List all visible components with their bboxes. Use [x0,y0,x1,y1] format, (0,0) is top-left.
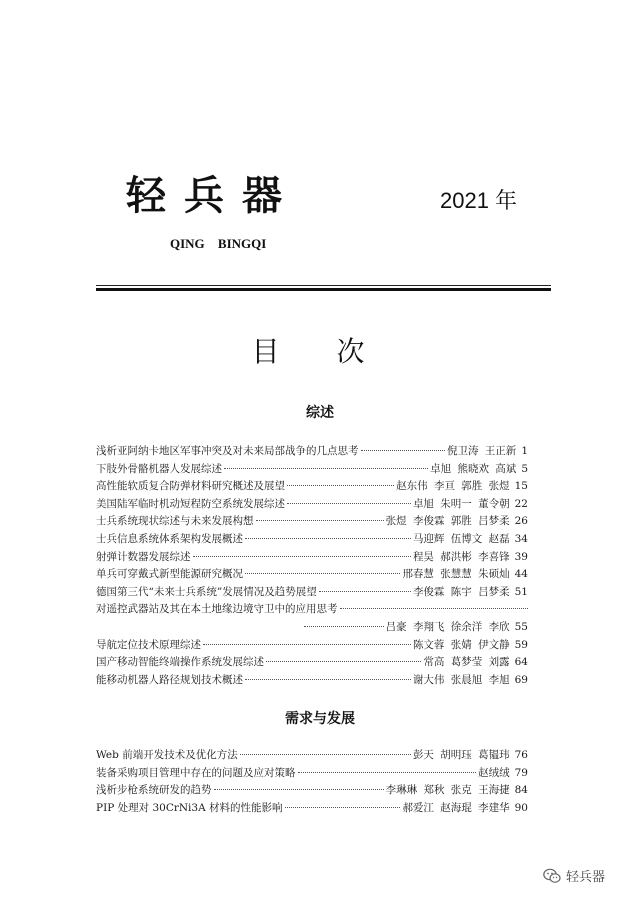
entry-title: 美国陆军临时机动短程防空系统发展综述 [96,497,285,510]
toc-entry[interactable] [96,672,528,690]
entry-page: 15 [514,480,528,493]
entry-authors: 谢大伟 张晨旭 李旭 [412,673,510,686]
masthead-pinyin: QING BINGQI [170,236,267,251]
leader-dots [287,485,394,486]
entry-title: 浅析亚阿纳卡地区军事冲突及对未来局部战争的几点思考 [96,445,359,457]
toc-entry[interactable] [96,531,528,549]
entry-authors: 彭天 胡明珏 葛韫玮 [412,749,510,761]
entry-page: 1 [521,445,528,457]
toc-list-demand [96,747,528,817]
toc-entry[interactable] [96,747,528,765]
entry-title: 浅析步枪系统研发的趋势 [96,784,212,797]
toc-entry[interactable] [96,601,528,619]
entry-page: 44 [514,568,528,581]
entry-page: 39 [514,550,528,563]
wechat-icon [543,868,561,884]
entry-authors: 程昊 郝洪彬 李喜锋 [412,550,510,563]
entry-page: 79 [514,766,528,779]
toc-entry[interactable] [96,782,528,800]
toc-entry[interactable] [96,800,528,818]
entry-page: 69 [514,673,528,686]
entry-title: 下肢外骨骼机器人发展综述 [96,462,222,475]
entry-page: 84 [514,784,528,797]
leader-dots [256,520,384,521]
entry-page: 55 [514,620,528,633]
entry-authors: 张煜 李俊霖 郭胜 吕梦柔 [385,515,510,528]
toc-entry[interactable] [96,654,528,672]
entry-authors: 李琳琳 郑秋 张克 王海捷 [385,784,510,797]
leader-dots [266,661,421,662]
entry-title: 国产移动智能终端操作系统发展综述 [96,656,264,669]
leader-dots [340,608,529,609]
entry-title: Web 前端开发技术及优化方法 [96,749,238,761]
toc-entry-continuation[interactable] [96,619,528,637]
brand-name: 轻兵器 [566,870,606,885]
entry-authors: 倪卫涛 王正新 [446,445,517,457]
leader-dots [245,679,411,680]
leader-dots [285,807,401,808]
toc-entry[interactable] [96,637,528,655]
leader-dots [245,573,400,574]
entry-title: 能移动机器人路径规划技术概述 [96,673,243,686]
leader-dots [304,626,384,627]
entry-authors: 陈文蓉 张婧 伊文静 [412,638,510,651]
entry-authors: 赵绒绒 [478,766,510,779]
entry-authors: 邢春慧 张慧慧 朱硕灿 [402,568,510,581]
header-rule-thin [96,285,551,286]
section-heading-review: 综述 [306,405,334,421]
leader-dots [287,503,411,504]
toc-entry[interactable] [96,478,528,496]
masthead-title: 轻兵器 [126,173,300,219]
toc-entry[interactable] [96,566,528,584]
toc-title: 目 次 [251,335,389,368]
entry-page: 5 [521,462,528,475]
entry-page: 34 [514,532,528,545]
toc-entry[interactable] [96,443,528,461]
entry-title: 对遥控武器站及其在本土地缘边境守卫中的应用思考 [96,603,338,616]
entry-page: 59 [514,638,528,651]
leader-dots [224,468,428,469]
leader-dots [361,450,445,451]
leader-dots [298,772,477,773]
entry-page: 22 [514,497,528,510]
entry-authors: 卓旭 熊晓欢 高斌 [430,462,517,475]
toc-entry[interactable] [96,584,528,602]
entry-authors: 郝爱江 赵海琨 李建华 [402,801,510,814]
toc-entry[interactable] [96,765,528,783]
entry-authors: 卓旭 朱明一 董令朝 [412,497,510,510]
leader-dots [319,591,411,592]
entry-page: 76 [514,749,528,761]
entry-authors: 常高 葛梦莹 刘露 [423,656,510,669]
toc-list-review [96,443,528,689]
entry-title: 射弹计数器发展综述 [96,550,191,563]
toc-entry[interactable] [96,513,528,531]
entry-title: PIP 处理对 30CrNi3A 材料的性能影响 [96,801,283,814]
leader-dots [193,556,411,557]
toc-entry[interactable] [96,549,528,567]
entry-page: 51 [514,585,528,598]
brand-watermark[interactable] [543,866,605,885]
leader-dots [240,754,411,755]
entry-title: 装备采购项目管理中存在的问题及应对策略 [96,766,296,779]
entry-page: 64 [514,656,528,669]
leader-dots [245,538,411,539]
entry-authors: 吕豪 李翔飞 徐余洋 李欣 [385,620,510,633]
header-rule-thick [96,288,551,291]
section-heading-demand: 需求与发展 [285,711,355,727]
entry-title: 士兵信息系统体系架构发展概述 [96,532,243,545]
entry-authors: 马迎辉 伍博文 赵磊 [412,532,510,545]
masthead-year: 2021 年 [440,188,518,213]
entry-page: 90 [514,801,528,814]
entry-title: 德国第三代“未来士兵系统”发展情况及趋势展望 [96,585,317,598]
entry-authors: 李俊霖 陈宇 吕梦柔 [412,585,510,598]
leader-dots [214,789,384,790]
entry-page: 26 [514,515,528,528]
entry-authors: 赵东伟 李亘 郭胜 张煜 [396,480,510,493]
entry-title: 导航定位技术原理综述 [96,638,201,651]
toc-entry[interactable] [96,496,528,514]
entry-title: 高性能软质复合防弹材料研究概述及展望 [96,480,285,493]
leader-dots [203,644,411,645]
toc-entry[interactable] [96,461,528,479]
entry-title: 士兵系统现状综述与未来发展构想 [96,515,254,528]
entry-title: 单兵可穿戴式新型能源研究概况 [96,568,243,581]
